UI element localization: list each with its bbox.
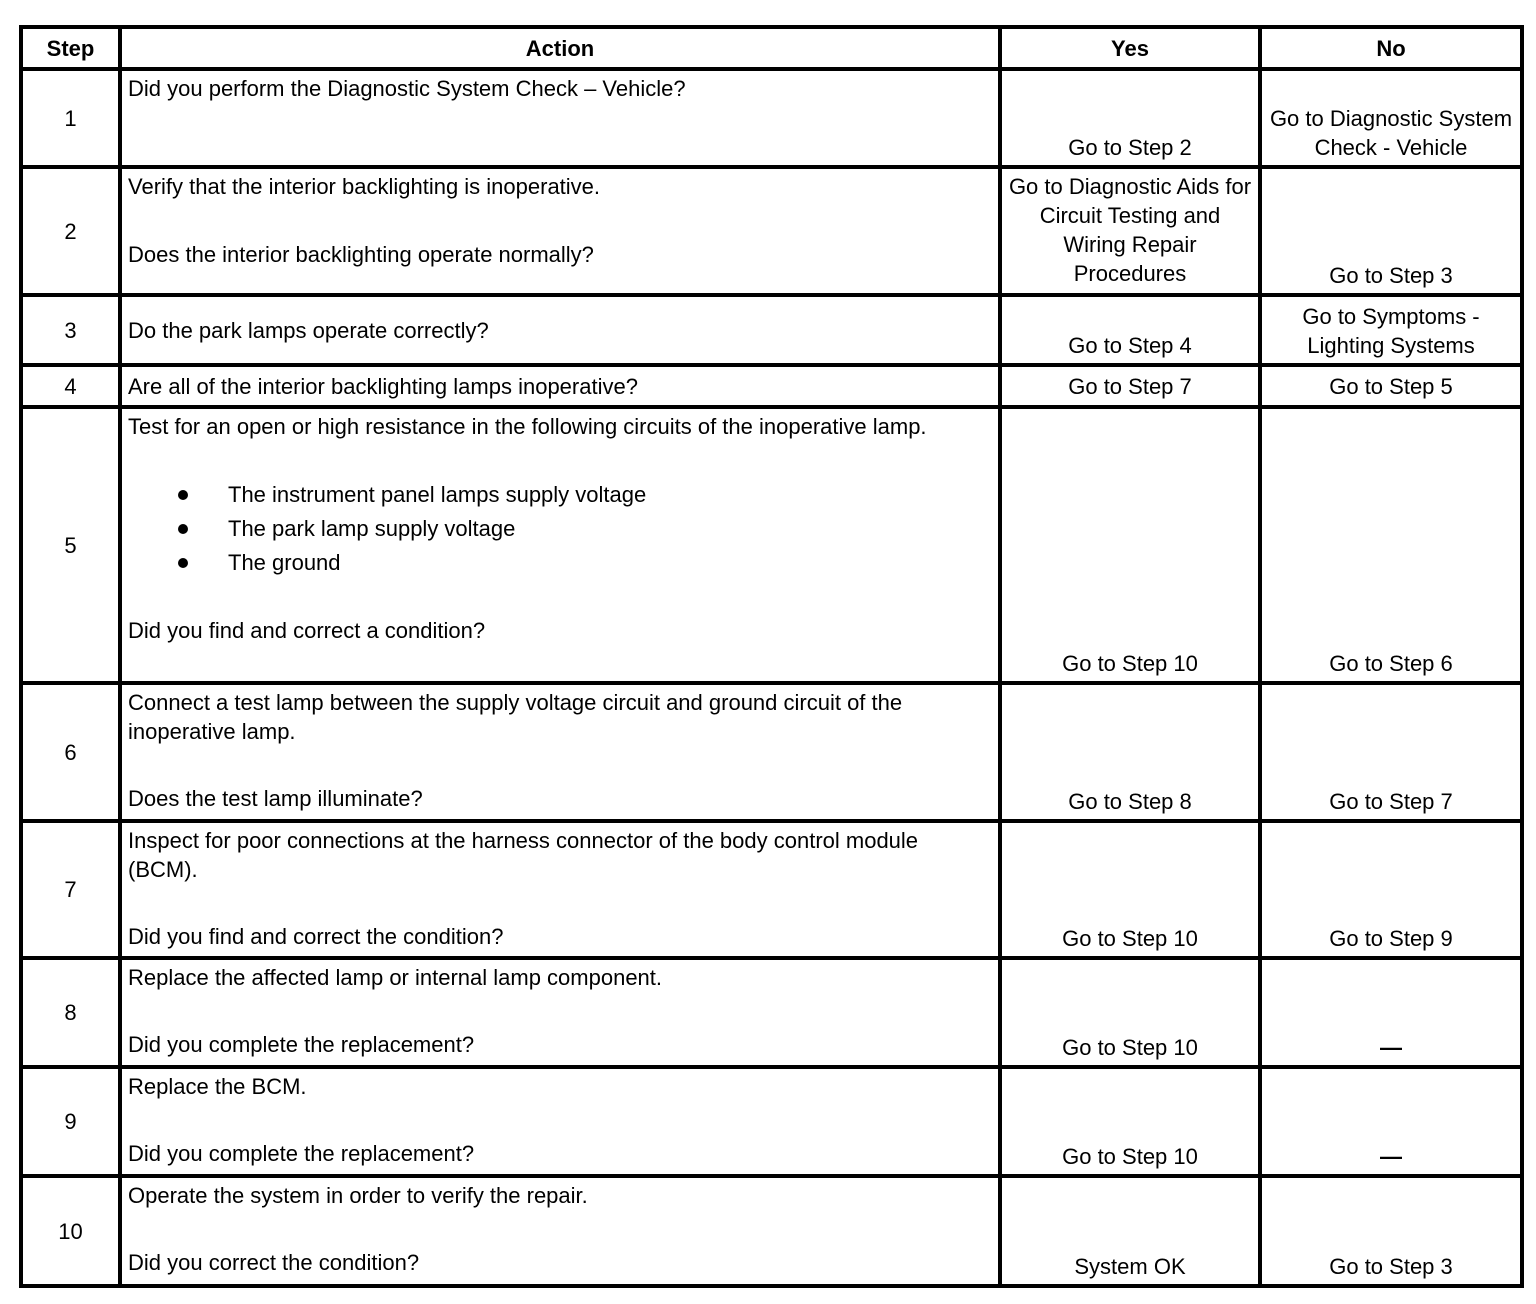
bullet-icon xyxy=(178,558,188,568)
list-item xyxy=(128,546,992,580)
bullet-icon xyxy=(178,490,188,500)
action-cell xyxy=(120,1067,1000,1176)
action-cell xyxy=(120,821,1000,958)
action-cell xyxy=(120,295,1000,365)
action-question: Did you complete the replacement? xyxy=(128,1032,475,1057)
action-cell xyxy=(120,69,1000,167)
table-row xyxy=(21,365,1522,407)
step-number: 3 xyxy=(21,295,120,365)
yes-cell: Go to Step 10 xyxy=(1000,958,1260,1067)
step-number: 7 xyxy=(21,821,120,958)
yes-cell: Go to Diagnostic Aids for Circuit Testing and Wiring Repair Procedures xyxy=(1000,167,1260,295)
yes-cell: Go to Step 10 xyxy=(1000,1067,1260,1176)
no-cell xyxy=(1260,958,1522,1067)
no-cell xyxy=(1260,1067,1522,1176)
step-number: 4 xyxy=(21,365,120,407)
step-number: 6 xyxy=(21,683,120,821)
dash-text: — xyxy=(1380,1144,1402,1169)
yes-cell: Go to Step 4 xyxy=(1000,295,1260,365)
table-row xyxy=(21,958,1522,1067)
action-text: Replace the affected lamp or internal lamp component. xyxy=(128,965,663,990)
header-step: Step xyxy=(21,27,120,69)
action-question: Did you correct the condition? xyxy=(128,1250,420,1275)
action-cell xyxy=(120,683,1000,821)
table-row xyxy=(21,821,1522,958)
action-text: Are all of the interior backlighting lamps inoperative? xyxy=(128,373,638,399)
step-number: 9 xyxy=(21,1067,120,1176)
action-cell xyxy=(120,958,1000,1067)
action-cell xyxy=(120,167,1000,295)
no-cell: Go to Step 7 xyxy=(1260,683,1522,821)
action-text: Replace the BCM. xyxy=(128,1074,307,1099)
bullet-text: The park lamp supply voltage xyxy=(228,516,516,541)
table-row xyxy=(21,1176,1522,1286)
table-row xyxy=(21,167,1522,295)
step-number: 2 xyxy=(21,167,120,295)
no-cell: Go to Diagnostic System Check - Vehicle xyxy=(1260,69,1522,167)
action-question: Does the interior backlighting operate normally? xyxy=(128,242,594,267)
yes-cell: Go to Step 8 xyxy=(1000,683,1260,821)
bullet-text: The instrument panel lamps supply voltage xyxy=(228,482,647,507)
diagnostic-table xyxy=(19,25,1524,1288)
no-cell: Go to Step 6 xyxy=(1260,407,1522,683)
action-cell xyxy=(120,407,1000,683)
list-item xyxy=(128,478,992,512)
action-cell xyxy=(120,365,1000,407)
yes-cell: Go to Step 2 xyxy=(1000,69,1260,167)
table-row xyxy=(21,683,1522,821)
action-text: Connect a test lamp between the supply voltage circuit and ground circuit of the inoperative lamp. xyxy=(128,690,903,744)
no-cell: Go to Step 5 xyxy=(1260,365,1522,407)
action-text: Test for an open or high resistance in the following circuits of the inoperative lamp. xyxy=(128,414,927,439)
header-row xyxy=(21,27,1522,69)
yes-cell: System OK xyxy=(1000,1176,1260,1286)
yes-cell: Go to Step 10 xyxy=(1000,821,1260,958)
table-row xyxy=(21,69,1522,167)
action-question: Did you complete the replacement? xyxy=(128,1141,475,1166)
action-text: Verify that the interior backlighting is inoperative. xyxy=(128,174,601,199)
no-cell: Go to Symptoms - Lighting Systems xyxy=(1260,295,1522,365)
bullet-text: The ground xyxy=(228,550,341,575)
action-text: Inspect for poor connections at the harness connector of the body control module (BCM). xyxy=(128,828,919,882)
step-number: 10 xyxy=(21,1176,120,1286)
table-row xyxy=(21,1067,1522,1176)
header-action: Action xyxy=(120,27,1000,69)
list-item xyxy=(128,512,992,546)
no-cell: Go to Step 3 xyxy=(1260,1176,1522,1286)
header-yes: Yes xyxy=(1000,27,1260,69)
action-text: Do the park lamps operate correctly? xyxy=(128,317,489,343)
header-no: No xyxy=(1260,27,1522,69)
table-row xyxy=(21,407,1522,683)
yes-cell: Go to Step 7 xyxy=(1000,365,1260,407)
action-question: Did you find and correct the condition? xyxy=(128,924,504,949)
step-number: 8 xyxy=(21,958,120,1067)
step-number: 5 xyxy=(21,407,120,683)
no-cell: Go to Step 3 xyxy=(1260,167,1522,295)
bullet-list xyxy=(128,478,992,580)
no-cell: Go to Step 9 xyxy=(1260,821,1522,958)
table-row xyxy=(21,295,1522,365)
yes-cell: Go to Step 10 xyxy=(1000,407,1260,683)
action-cell xyxy=(120,1176,1000,1286)
dash-text: — xyxy=(1380,1035,1402,1060)
action-question: Did you find and correct a condition? xyxy=(128,618,486,643)
action-text: Did you perform the Diagnostic System Check – Vehicle? xyxy=(128,76,686,101)
step-number: 1 xyxy=(21,69,120,167)
action-text: Operate the system in order to verify the repair. xyxy=(128,1183,588,1208)
action-question: Does the test lamp illuminate? xyxy=(128,786,423,811)
bullet-icon xyxy=(178,524,188,534)
